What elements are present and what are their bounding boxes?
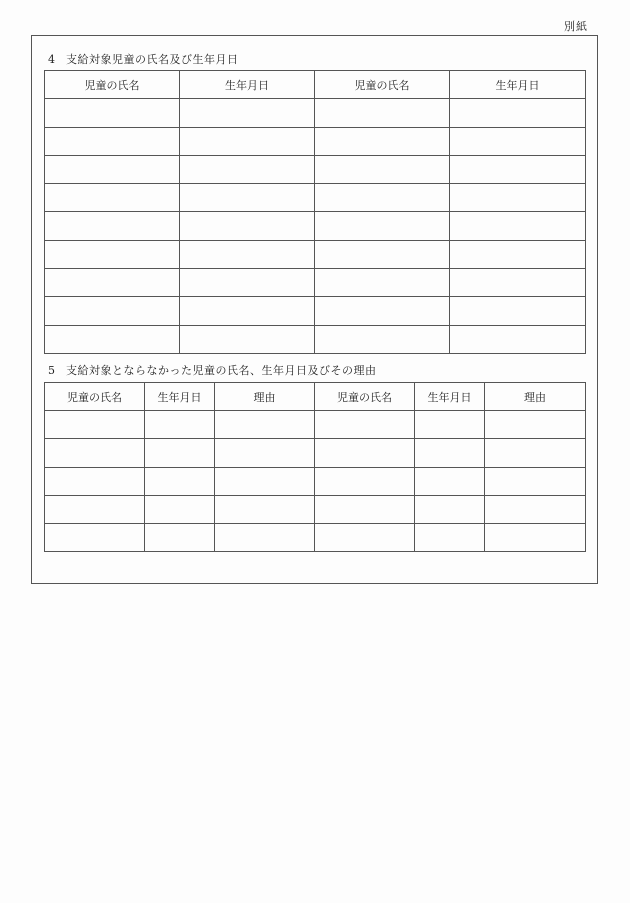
table-header-row xyxy=(45,71,586,99)
section-4-title-text: 支給対象児童の氏名及び生年月日 xyxy=(66,53,239,66)
birth-date-cell[interactable] xyxy=(450,325,586,353)
birth-date-cell[interactable] xyxy=(180,155,315,183)
birth-date-cell[interactable] xyxy=(415,523,485,551)
birth-date-cell[interactable] xyxy=(180,240,315,268)
child-name-cell[interactable] xyxy=(315,495,415,523)
child-name-cell[interactable] xyxy=(45,325,180,353)
annex-label: 別紙 xyxy=(564,20,588,33)
birth-date-cell[interactable] xyxy=(450,240,586,268)
child-name-cell[interactable] xyxy=(45,127,180,155)
birth-date-cell[interactable] xyxy=(450,155,586,183)
birth-date-cell[interactable] xyxy=(145,411,215,439)
section-4-number: 4 xyxy=(48,53,56,66)
table-row xyxy=(45,127,586,155)
column-header-birth-date: 生年月日 xyxy=(415,383,485,411)
child-name-cell[interactable] xyxy=(45,467,145,495)
birth-date-cell[interactable] xyxy=(450,297,586,325)
table-row xyxy=(45,439,586,467)
birth-date-cell[interactable] xyxy=(145,523,215,551)
column-header-child-name: 児童の氏名 xyxy=(315,71,450,99)
birth-date-cell[interactable] xyxy=(450,99,586,127)
birth-date-cell[interactable] xyxy=(415,467,485,495)
birth-date-cell[interactable] xyxy=(145,467,215,495)
child-name-cell[interactable] xyxy=(315,240,450,268)
column-header-child-name: 児童の氏名 xyxy=(45,383,145,411)
reason-cell[interactable] xyxy=(485,411,586,439)
table-row xyxy=(45,184,586,212)
birth-date-cell[interactable] xyxy=(450,212,586,240)
child-name-cell[interactable] xyxy=(45,411,145,439)
birth-date-cell[interactable] xyxy=(180,269,315,297)
child-name-cell[interactable] xyxy=(45,184,180,212)
table-row xyxy=(45,240,586,268)
table-row xyxy=(45,467,586,495)
reason-cell[interactable] xyxy=(215,411,315,439)
birth-date-cell[interactable] xyxy=(145,495,215,523)
child-name-cell[interactable] xyxy=(315,212,450,240)
section-4-title xyxy=(48,51,239,67)
reason-cell[interactable] xyxy=(485,467,586,495)
child-name-cell[interactable] xyxy=(315,297,450,325)
birth-date-cell[interactable] xyxy=(450,184,586,212)
column-header-child-name: 児童の氏名 xyxy=(45,71,180,99)
birth-date-cell[interactable] xyxy=(450,127,586,155)
column-header-birth-date: 生年月日 xyxy=(450,71,586,99)
child-name-cell[interactable] xyxy=(315,155,450,183)
child-name-cell[interactable] xyxy=(315,467,415,495)
reason-cell[interactable] xyxy=(215,523,315,551)
birth-date-cell[interactable] xyxy=(180,99,315,127)
reason-cell[interactable] xyxy=(215,439,315,467)
section-5-title xyxy=(48,362,377,378)
section-5-number: 5 xyxy=(48,364,56,377)
child-name-cell[interactable] xyxy=(45,269,180,297)
child-name-cell[interactable] xyxy=(315,99,450,127)
child-name-cell[interactable] xyxy=(315,439,415,467)
child-name-cell[interactable] xyxy=(45,99,180,127)
child-name-cell[interactable] xyxy=(315,184,450,212)
child-name-cell[interactable] xyxy=(315,523,415,551)
eligible-children-table xyxy=(44,70,586,354)
birth-date-cell[interactable] xyxy=(180,212,315,240)
column-header-reason: 理由 xyxy=(485,383,586,411)
table-row xyxy=(45,269,586,297)
section-5-title-text: 支給対象とならなかった児童の氏名、生年月日及びその理由 xyxy=(66,364,377,377)
column-header-reason: 理由 xyxy=(215,383,315,411)
column-header-birth-date: 生年月日 xyxy=(145,383,215,411)
child-name-cell[interactable] xyxy=(315,127,450,155)
table-row xyxy=(45,523,586,551)
child-name-cell[interactable] xyxy=(45,439,145,467)
table-row xyxy=(45,495,586,523)
birth-date-cell[interactable] xyxy=(180,325,315,353)
ineligible-children-table xyxy=(44,382,586,552)
birth-date-cell[interactable] xyxy=(415,411,485,439)
table-row xyxy=(45,99,586,127)
table-row xyxy=(45,297,586,325)
table-row xyxy=(45,411,586,439)
birth-date-cell[interactable] xyxy=(180,184,315,212)
child-name-cell[interactable] xyxy=(315,325,450,353)
reason-cell[interactable] xyxy=(485,495,586,523)
table-header-row xyxy=(45,383,586,411)
column-header-birth-date: 生年月日 xyxy=(180,71,315,99)
birth-date-cell[interactable] xyxy=(415,439,485,467)
child-name-cell[interactable] xyxy=(315,411,415,439)
child-name-cell[interactable] xyxy=(45,495,145,523)
table-row xyxy=(45,155,586,183)
column-header-child-name: 児童の氏名 xyxy=(315,383,415,411)
birth-date-cell[interactable] xyxy=(415,495,485,523)
reason-cell[interactable] xyxy=(215,467,315,495)
child-name-cell[interactable] xyxy=(45,212,180,240)
reason-cell[interactable] xyxy=(215,495,315,523)
child-name-cell[interactable] xyxy=(45,240,180,268)
table-row xyxy=(45,325,586,353)
child-name-cell[interactable] xyxy=(45,155,180,183)
reason-cell[interactable] xyxy=(485,439,586,467)
table-row xyxy=(45,212,586,240)
birth-date-cell[interactable] xyxy=(180,297,315,325)
birth-date-cell[interactable] xyxy=(180,127,315,155)
reason-cell[interactable] xyxy=(485,523,586,551)
birth-date-cell[interactable] xyxy=(145,439,215,467)
child-name-cell[interactable] xyxy=(315,269,450,297)
birth-date-cell[interactable] xyxy=(450,269,586,297)
child-name-cell[interactable] xyxy=(45,523,145,551)
child-name-cell[interactable] xyxy=(45,297,180,325)
